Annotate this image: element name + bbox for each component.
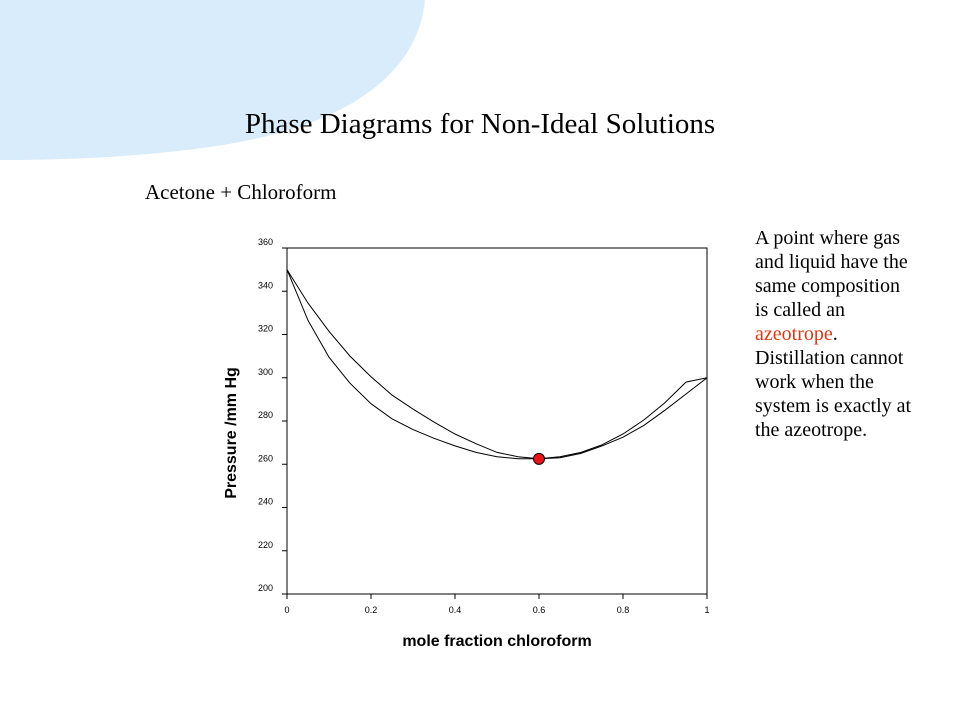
page-title: Phase Diagrams for Non-Ideal Solutions	[244, 108, 716, 140]
azeotrope-marker	[534, 453, 545, 464]
plot-frame	[287, 248, 707, 594]
series-liquid-line	[287, 270, 707, 459]
y-axis-label: Pressure /mm Hg	[223, 367, 240, 499]
y-tick-label: 260	[257, 453, 273, 464]
page-subtitle: Acetone + Chloroform	[145, 180, 337, 204]
y-tick-label: 220	[257, 539, 273, 550]
x-axis-label: mole fraction chloroform	[402, 633, 592, 650]
y-tick-label: 300	[257, 366, 273, 377]
y-tick-label: 240	[257, 496, 273, 507]
x-tick-label: 0	[284, 605, 290, 615]
x-tick-label: 0.4	[448, 605, 462, 615]
x-axis-ticks	[284, 594, 709, 615]
note-highlight-azeotrope: azeotrope	[755, 323, 833, 345]
x-tick-label: 0.8	[616, 605, 630, 615]
y-tick-label: 320	[257, 323, 273, 334]
y-tick-label: 360	[257, 237, 273, 247]
y-axis-ticks	[258, 237, 287, 594]
y-tick-label: 200	[257, 583, 273, 593]
note-text-before: A point where gas and liquid have the same composition is called an	[755, 227, 908, 321]
x-tick-label: 0.6	[532, 605, 546, 615]
note-text-after: . Distillation cannot work when the system is exactly at the azeotrope.	[755, 323, 912, 441]
y-tick-label: 340	[257, 280, 273, 291]
series-vapor-line	[287, 270, 707, 459]
series-layer	[287, 270, 707, 465]
x-tick-label: 0.2	[364, 605, 378, 615]
x-tick-label: 1	[704, 605, 710, 615]
y-tick-label: 280	[257, 410, 273, 420]
